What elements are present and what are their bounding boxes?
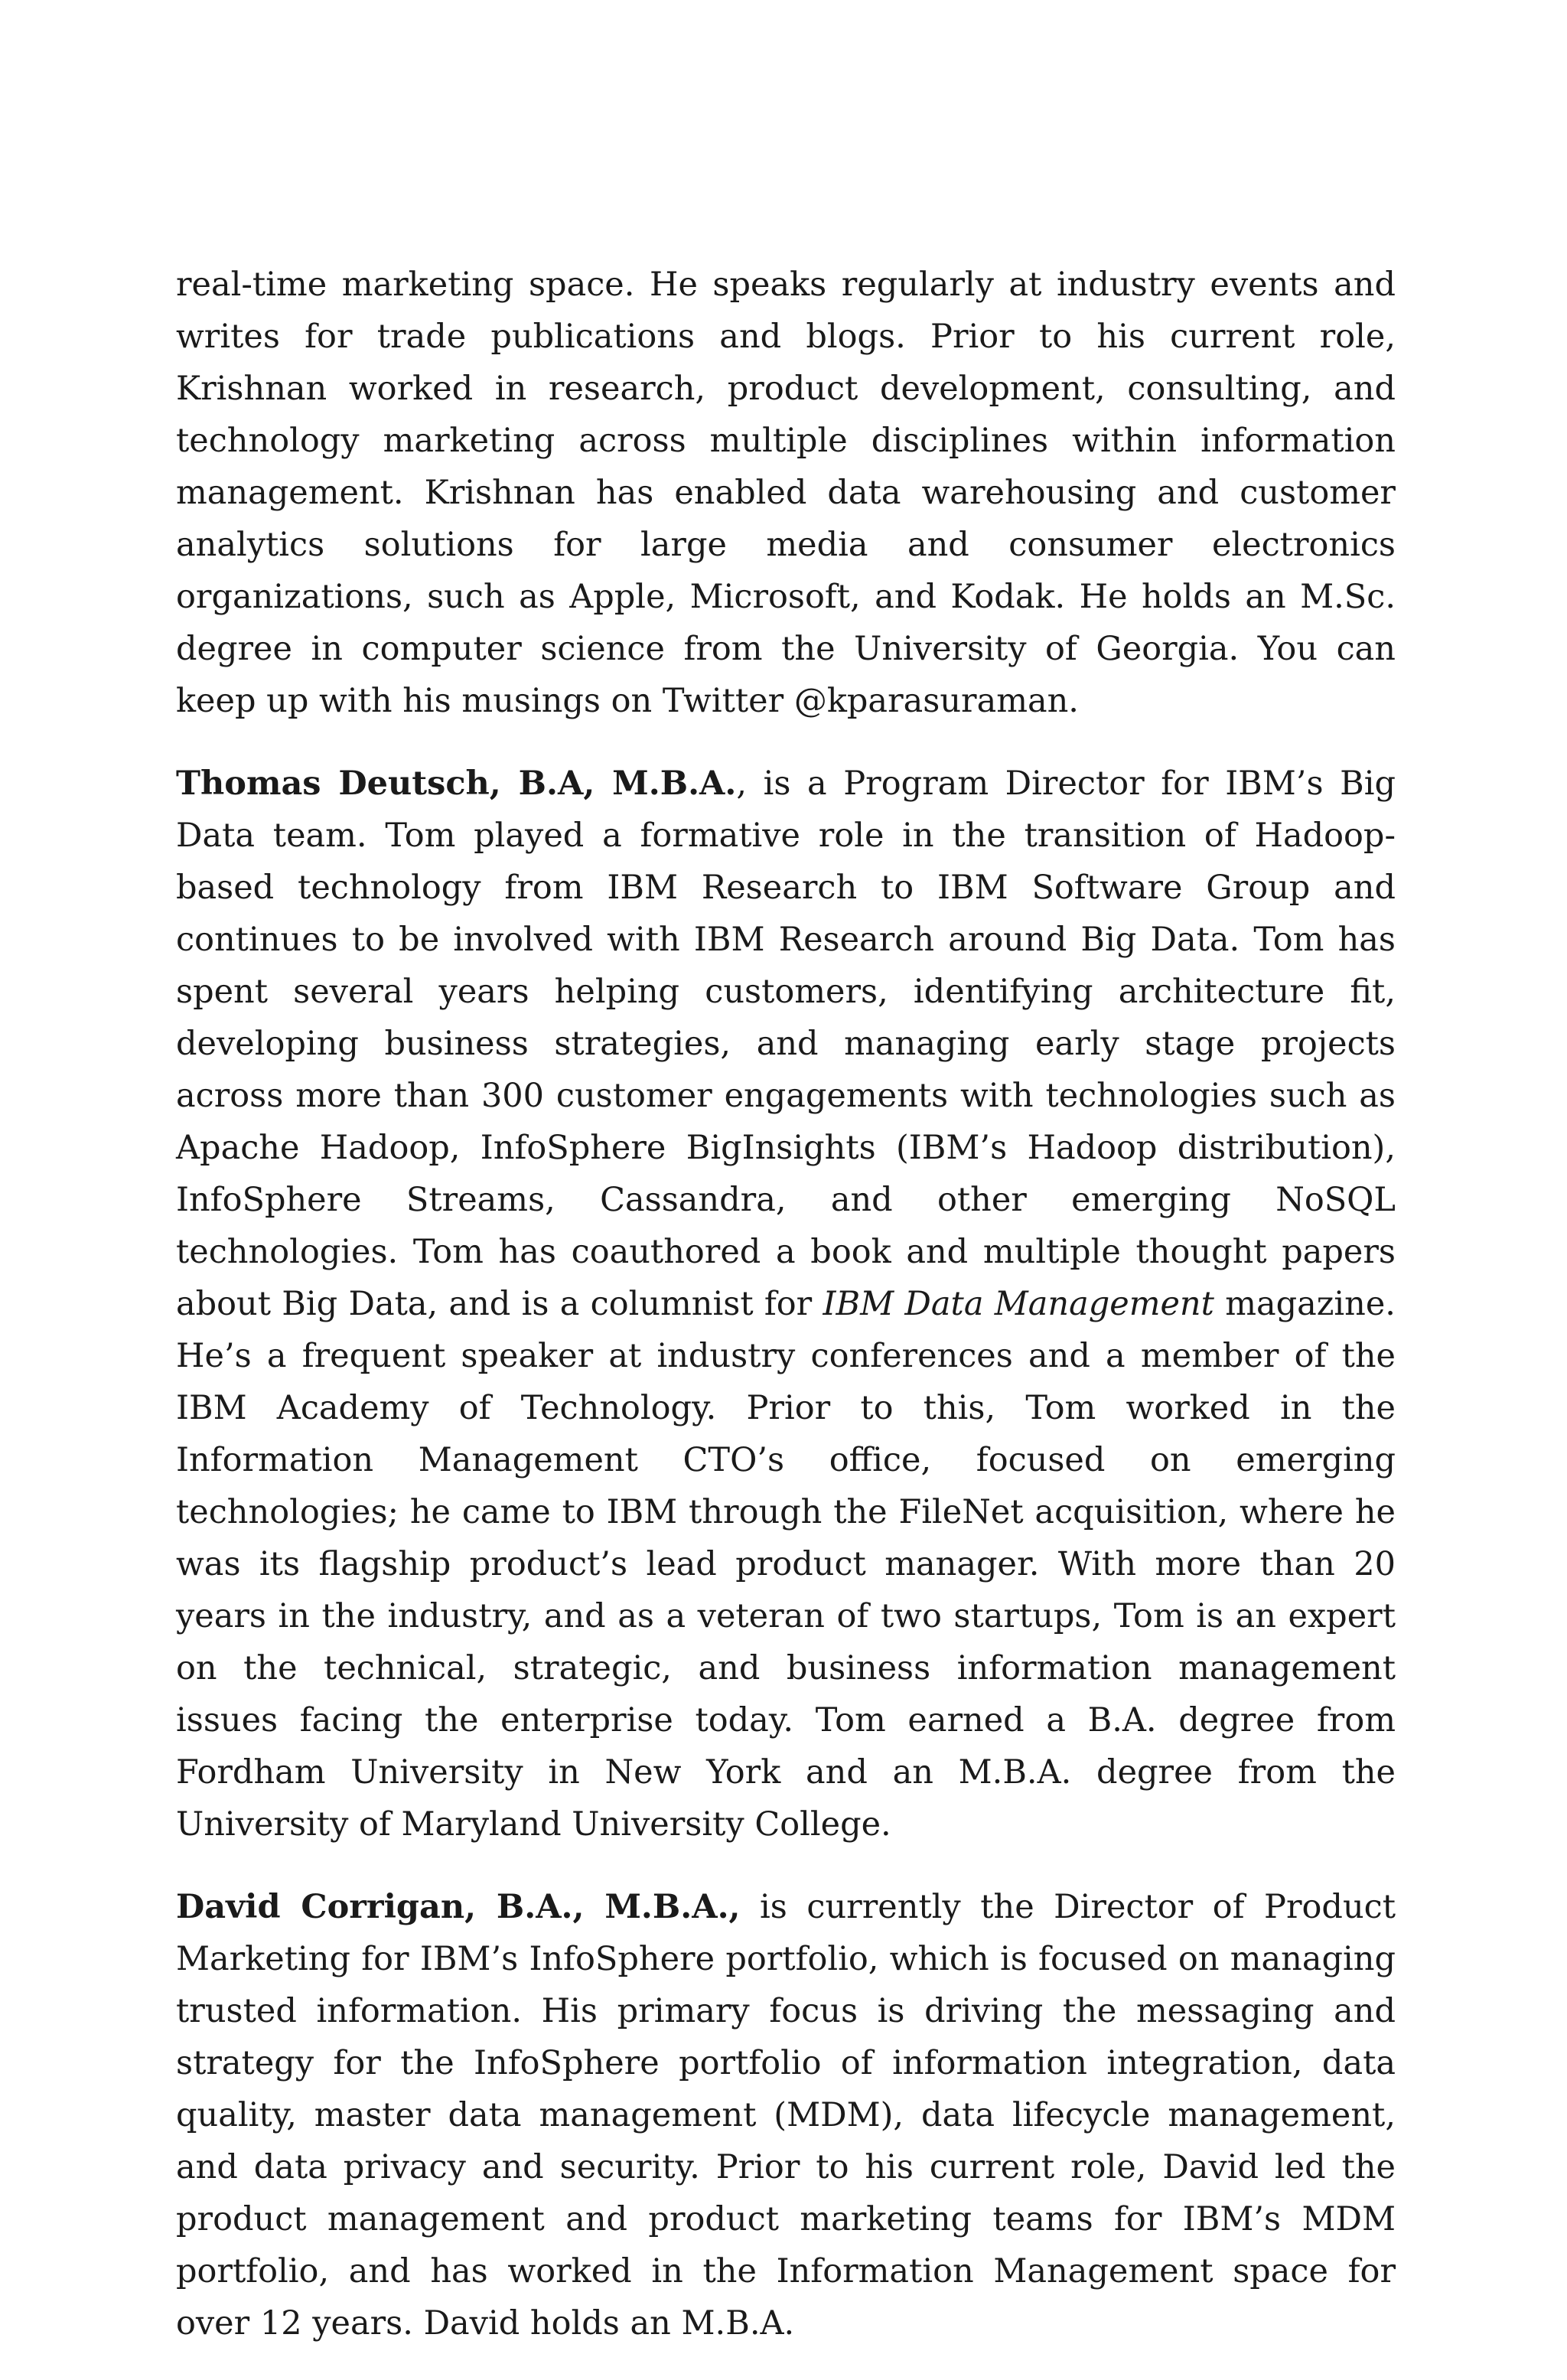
paragraph-david-corrigan-bio [176, 1881, 1396, 2349]
paragraph-text: real-time marketing space. He speaks regularly at industry events and writes for trade publications and blogs. Prior to his current role, Krishnan worked in research, product development, consulting, and technology marketing across multiple disciplines within information management. Krishnan has enabled data warehousing and customer analytics solutions for large media and consumer electronics organizations, such as Apple, Microsoft, and Kodak. He holds an M.Sc. degree in computer science from the University of Georgia. You can keep up with his musings on Twitter @kparasuraman. [176, 266, 1396, 720]
publication-title: IBM Data Management [823, 1285, 1214, 1323]
author-name: David Corrigan, B.A., M.B.A., [176, 1888, 741, 1926]
paragraph-text: magazine. He’s a frequent speaker at industry conferences and a member of the IBM Academy of Technology. Prior to this, Tom worked in the Information Management CTO’s office, focused on emerging technologies; he came to IBM through the FileNet acquisition, where he was its flagship product’s lead product manager. With more than 20 years in the industry, and as a veteran of two startups, Tom is an expert on the technical, strategic, and business information management issues facing the enterprise today. Tom earned a B.A. degree from Fordham University in New York and an M.B.A. degree from the University of Maryland University College. [176, 1285, 1396, 1844]
paragraph-thomas-deutsch-bio [176, 758, 1396, 1850]
paragraph-krishnan-bio [176, 259, 1396, 727]
paragraph-text: , is a Program Director for IBM’s Big Data team. Tom played a formative role in the transition of Hadoop-based technology from IBM Research to IBM Software Group and continues to be involved with IBM Research around Big Data. Tom has spent several years helping customers, identifying architecture fit, developing business strategies, and managing early stage projects across more than 300 customer engagements with technologies such as Apache Hadoop, InfoSphere BigInsights (IBM’s Hadoop distribution), InfoSphere Streams, Cassandra, and other emerging NoSQL technologies. Tom has coauthored a book and multiple thought papers about Big Data, and is a columnist for [176, 765, 1396, 1323]
book-page [176, 259, 1396, 2380]
paragraph-text: is currently the Director of Product Marketing for IBM’s InfoSphere portfolio, which is focused on managing trusted information. His primary focus is driving the messaging and strategy for the InfoSphere portfolio of information integration, data quality, master data management (MDM), data lifecycle management, and data privacy and security. Prior to his current role, David led the product management and product marketing teams for IBM’s MDM portfolio, and has worked in the Information Management space for over 12 years. David holds an M.B.A. [176, 1888, 1396, 2343]
author-name: Thomas Deutsch, B.A, M.B.A. [176, 765, 737, 803]
